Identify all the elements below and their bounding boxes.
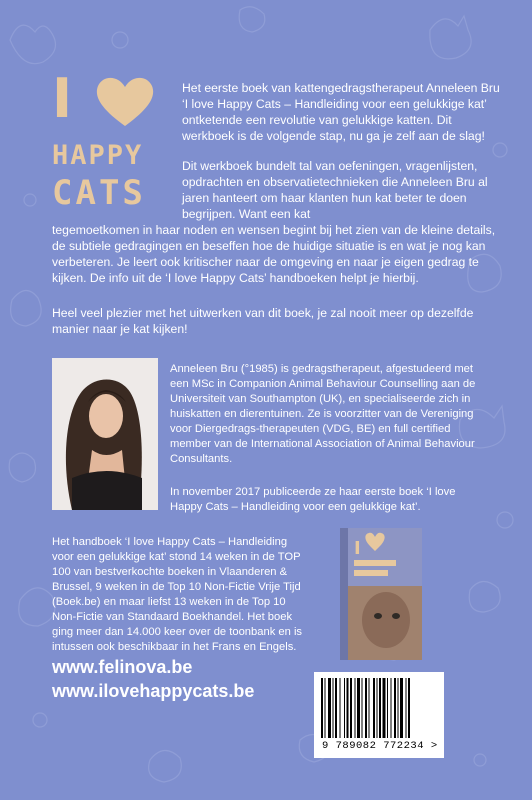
website-link-ilovehappycats[interactable]: www.ilovehappycats.be: [52, 681, 255, 701]
closing-paragraph: Heel veel plezier met het uitwerken van dit boek, je zal nooit meer op dezelfde manier naar je kat kijken!: [52, 306, 474, 336]
intro-paragraph: Het eerste boek van kattengedragstherapeut Anneleen Bru ‘I love Happy Cats – Handleiding voor een gelukkige kat’ ontketende een revolutie van gelukkige katten. Dit werkboek is de volgende stap, nu ga je zelf aan de slag!: [182, 81, 500, 143]
handbook-cover-thumbnail: [340, 528, 422, 660]
author-first-book: In november 2017 publiceerde ze haar eerste boek ‘I love Happy Cats – Handleiding voor een gelukkige kat’.: [170, 486, 456, 513]
logo-word-cats: CATS: [52, 173, 146, 213]
svg-text:I: I: [354, 538, 361, 559]
workbook-paragraph-part1: Dit werkboek bundelt tal van oefeningen, vragenlijsten, opdrachten en observatietechnieken die Anneleen Bru al jaren hanteert om haar klanten hun kat beter te doen begrijpen. Want een kat: [182, 159, 488, 221]
heart-icon: [94, 76, 156, 128]
isbn-barcode: [314, 672, 444, 758]
logo-word-happy: HAPPY: [52, 140, 144, 171]
logo-letter-i: I: [52, 67, 73, 130]
author-photo: [52, 358, 158, 510]
workbook-paragraph-part2: tegemoetkomen in haar noden en wensen begint bij het zien van de kleine details, de subtiele gedragingen en beseffen hoe de huidige situatie is en wat je nog kan verbeteren. Je leert ook kritischer naar de omgeving en naar je eigen gedrag te kijken. De info uit de ‘I love Happy Cats’ handboeken helpt je hierbij.: [52, 223, 496, 285]
handbook-paragraph: Het handboek ‘I love Happy Cats – Handleiding voor een gelukkige kat’ stond 14 weken in de TOP 100 van bestverkochte boeken in Vlaanderen & Brussel, 9 weken in de Top 10 Non-Fictie Vrije Tijd (Boek.be) en maar liefst 13 weken in de Top 10 Non-Fictie van Standaard Boekhandel. Het boek ging meer dan 14.000 keer over de toonbank en is intussen ook beschikbaar in het Frans en Engels.: [52, 536, 303, 653]
author-bio: Anneleen Bru (°1985) is gedragstherapeut, afgestudeerd met een MSc in Companion Animal Behaviour Counselling aan de Universiteit van Southampton (UK), en specialiseerde zich in huiskatten en dierentuinen. Ze is voorzitter van de Vereniging voor Diergedrags-therapeuten (VDG, BE) en full certified member van de International Association of Animal Behaviour Consultants.: [170, 363, 476, 465]
i-love-happy-cats-logo: [50, 67, 165, 213]
isbn-number: 9 789082 772234 >: [322, 740, 438, 752]
website-link-felinova[interactable]: www.felinova.be: [52, 657, 193, 677]
